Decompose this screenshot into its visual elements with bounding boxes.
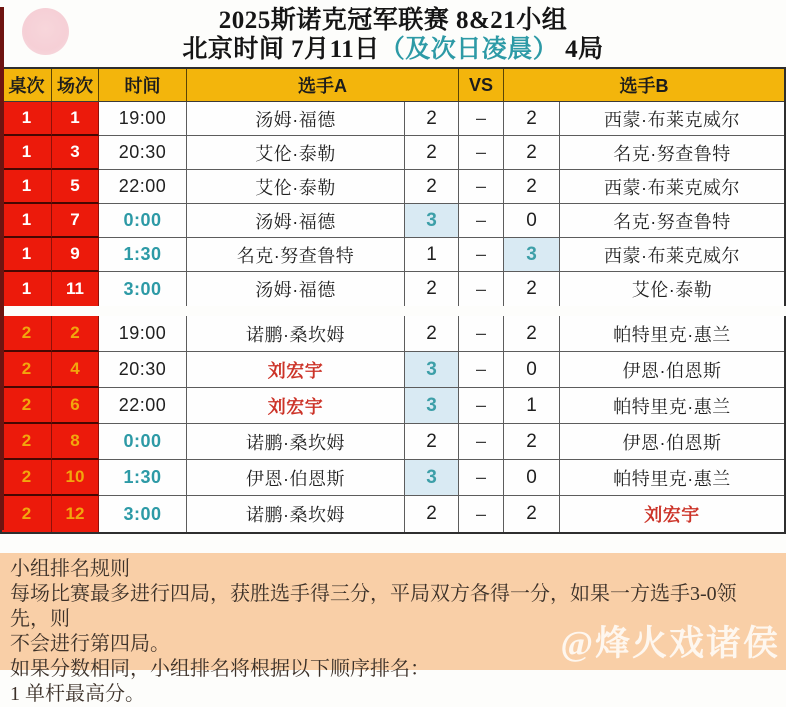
table-row bbox=[2, 204, 784, 238]
score-b-cell: 0 bbox=[504, 204, 560, 238]
vs-dash-cell: – bbox=[459, 136, 504, 170]
player-a-cell: 诺鹏·桑坎姆 bbox=[187, 496, 405, 532]
group-2-rows bbox=[2, 316, 784, 532]
time-cell: 3:00 bbox=[99, 272, 187, 306]
time-cell: 19:00 bbox=[99, 102, 187, 136]
player-a-cell: 伊恩·伯恩斯 bbox=[187, 460, 405, 496]
score-b-cell: 3 bbox=[504, 238, 560, 272]
table-no-cell: 1 bbox=[2, 170, 52, 204]
title-block bbox=[0, 0, 786, 67]
match-no-cell: 2 bbox=[52, 316, 99, 352]
score-a-cell: 2 bbox=[405, 170, 459, 204]
table-no-cell: 2 bbox=[2, 424, 52, 460]
vs-dash-cell: – bbox=[459, 204, 504, 238]
match-no-cell: 6 bbox=[52, 388, 99, 424]
match-no-cell: 10 bbox=[52, 460, 99, 496]
player-a-cell: 诺鹏·桑坎姆 bbox=[187, 424, 405, 460]
player-a-cell: 汤姆·福德 bbox=[187, 272, 405, 306]
score-b-cell: 2 bbox=[504, 272, 560, 306]
match-no-cell: 8 bbox=[52, 424, 99, 460]
subtitle-night-highlight: （及次日凌晨） bbox=[379, 36, 559, 63]
table-row bbox=[2, 388, 784, 424]
vs-dash-cell: – bbox=[459, 460, 504, 496]
score-a-cell: 1 bbox=[405, 238, 459, 272]
column-header-1: 场次 bbox=[52, 69, 99, 102]
time-cell: 20:30 bbox=[99, 352, 187, 388]
time-cell: 22:00 bbox=[99, 388, 187, 424]
score-b-cell: 2 bbox=[504, 102, 560, 136]
page-subtitle bbox=[0, 35, 786, 64]
table-no-cell: 1 bbox=[2, 238, 52, 272]
match-no-cell: 4 bbox=[52, 352, 99, 388]
left-edge-stripe bbox=[0, 7, 4, 530]
score-a-cell: 2 bbox=[405, 272, 459, 306]
time-cell: 0:00 bbox=[99, 424, 187, 460]
player-b-cell: 名克·努查鲁特 bbox=[560, 204, 784, 238]
score-a-cell: 2 bbox=[405, 102, 459, 136]
player-a-cell: 汤姆·福德 bbox=[187, 102, 405, 136]
score-b-cell: 2 bbox=[504, 316, 560, 352]
table-no-cell: 2 bbox=[2, 460, 52, 496]
column-header-2: 时间 bbox=[99, 69, 187, 102]
table-row bbox=[2, 424, 784, 460]
table-no-cell: 2 bbox=[2, 496, 52, 532]
table-row bbox=[2, 316, 784, 352]
player-b-cell: 西蒙·布莱克威尔 bbox=[560, 170, 784, 204]
score-b-cell: 2 bbox=[504, 496, 560, 532]
table-no-cell: 2 bbox=[2, 316, 52, 352]
player-a-cell: 汤姆·福德 bbox=[187, 204, 405, 238]
player-a-cell: 诺鹏·桑坎姆 bbox=[187, 316, 405, 352]
match-no-cell: 3 bbox=[52, 136, 99, 170]
player-b-cell: 西蒙·布莱克威尔 bbox=[560, 238, 784, 272]
score-b-cell: 2 bbox=[504, 170, 560, 204]
player-a-cell: 名克·努查鲁特 bbox=[187, 238, 405, 272]
table-row bbox=[2, 170, 784, 204]
player-a-cell: 刘宏宇 bbox=[187, 388, 405, 424]
table-row bbox=[2, 102, 784, 136]
table-no-cell: 2 bbox=[2, 388, 52, 424]
player-b-cell: 伊恩·伯恩斯 bbox=[560, 352, 784, 388]
player-b-cell: 伊恩·伯恩斯 bbox=[560, 424, 784, 460]
table-row bbox=[2, 496, 784, 532]
column-header-5: 选手B bbox=[504, 69, 784, 102]
match-no-cell: 11 bbox=[52, 272, 99, 306]
vs-dash-cell: – bbox=[459, 388, 504, 424]
player-a-cell: 刘宏宇 bbox=[187, 352, 405, 388]
time-cell: 1:30 bbox=[99, 460, 187, 496]
score-a-cell: 3 bbox=[405, 352, 459, 388]
match-no-cell: 7 bbox=[52, 204, 99, 238]
score-a-cell: 2 bbox=[405, 424, 459, 460]
time-cell: 22:00 bbox=[99, 170, 187, 204]
player-b-cell: 刘宏宇 bbox=[560, 496, 784, 532]
player-b-cell: 帕特里克·惠兰 bbox=[560, 460, 784, 496]
column-header-4: VS bbox=[459, 69, 504, 102]
table-no-cell: 2 bbox=[2, 352, 52, 388]
vs-dash-cell: – bbox=[459, 272, 504, 306]
vs-dash-cell: – bbox=[459, 352, 504, 388]
score-b-cell: 1 bbox=[504, 388, 560, 424]
rules-line-0: 每场比赛最多进行四局，获胜选手得三分，平局双方各得一分，如果一方选手3-0领先，则 bbox=[10, 583, 737, 630]
time-cell: 3:00 bbox=[99, 496, 187, 532]
rules-line-2: 如果分数相同，小组排名将根据以下顺序排名： bbox=[10, 658, 430, 680]
player-b-cell: 艾伦·泰勒 bbox=[560, 272, 784, 306]
vs-dash-cell: – bbox=[459, 496, 504, 532]
time-cell: 0:00 bbox=[99, 204, 187, 238]
table-no-cell: 1 bbox=[2, 272, 52, 306]
vs-dash-cell: – bbox=[459, 102, 504, 136]
table-row bbox=[2, 136, 784, 170]
score-a-cell: 2 bbox=[405, 496, 459, 532]
score-a-cell: 2 bbox=[405, 316, 459, 352]
score-b-cell: 2 bbox=[504, 424, 560, 460]
player-b-cell: 帕特里克·惠兰 bbox=[560, 316, 784, 352]
table-row bbox=[2, 460, 784, 496]
player-b-cell: 帕特里克·惠兰 bbox=[560, 388, 784, 424]
subtitle-date: 北京时间 7月11日 bbox=[182, 36, 380, 63]
score-b-cell: 0 bbox=[504, 352, 560, 388]
score-b-cell: 0 bbox=[504, 460, 560, 496]
match-no-cell: 5 bbox=[52, 170, 99, 204]
match-no-cell: 12 bbox=[52, 496, 99, 532]
rules-line-1: 不会进行第四局。 bbox=[10, 633, 170, 655]
table-no-cell: 1 bbox=[2, 204, 52, 238]
score-b-cell: 2 bbox=[504, 136, 560, 170]
table-row bbox=[2, 352, 784, 388]
player-b-cell: 西蒙·布莱克威尔 bbox=[560, 102, 784, 136]
score-a-cell: 3 bbox=[405, 204, 459, 238]
vs-dash-cell: – bbox=[459, 238, 504, 272]
score-a-cell: 3 bbox=[405, 388, 459, 424]
match-no-cell: 9 bbox=[52, 238, 99, 272]
table-no-cell: 1 bbox=[2, 136, 52, 170]
table-row bbox=[2, 272, 784, 306]
table-header-row bbox=[2, 69, 784, 102]
subtitle-frames: 4局 bbox=[558, 36, 604, 63]
group-1-rows bbox=[2, 102, 784, 306]
vs-dash-cell: – bbox=[459, 424, 504, 460]
score-a-cell: 3 bbox=[405, 460, 459, 496]
watermark: @烽火戏诸侯 bbox=[560, 624, 780, 663]
table-row bbox=[2, 238, 784, 272]
vs-dash-cell: – bbox=[459, 170, 504, 204]
time-cell: 1:30 bbox=[99, 238, 187, 272]
score-a-cell: 2 bbox=[405, 136, 459, 170]
player-b-cell: 名克·努查鲁特 bbox=[560, 136, 784, 170]
group-separator bbox=[0, 306, 786, 316]
rules-line-3: 1 单杆最高分。 bbox=[10, 683, 145, 705]
page-title: 2025斯诺克冠军联赛 8&21小组 bbox=[218, 7, 568, 34]
time-cell: 20:30 bbox=[99, 136, 187, 170]
table-no-cell: 1 bbox=[2, 102, 52, 136]
match-no-cell: 1 bbox=[52, 102, 99, 136]
logo-stamp-icon bbox=[22, 8, 69, 55]
player-a-cell: 艾伦·泰勒 bbox=[187, 170, 405, 204]
rules-title: 小组排名规则 bbox=[10, 558, 130, 580]
vs-dash-cell: – bbox=[459, 316, 504, 352]
column-header-3: 选手A bbox=[187, 69, 459, 102]
column-header-0: 桌次 bbox=[2, 69, 52, 102]
player-a-cell: 艾伦·泰勒 bbox=[187, 136, 405, 170]
match-table bbox=[0, 67, 786, 534]
time-cell: 19:00 bbox=[99, 316, 187, 352]
